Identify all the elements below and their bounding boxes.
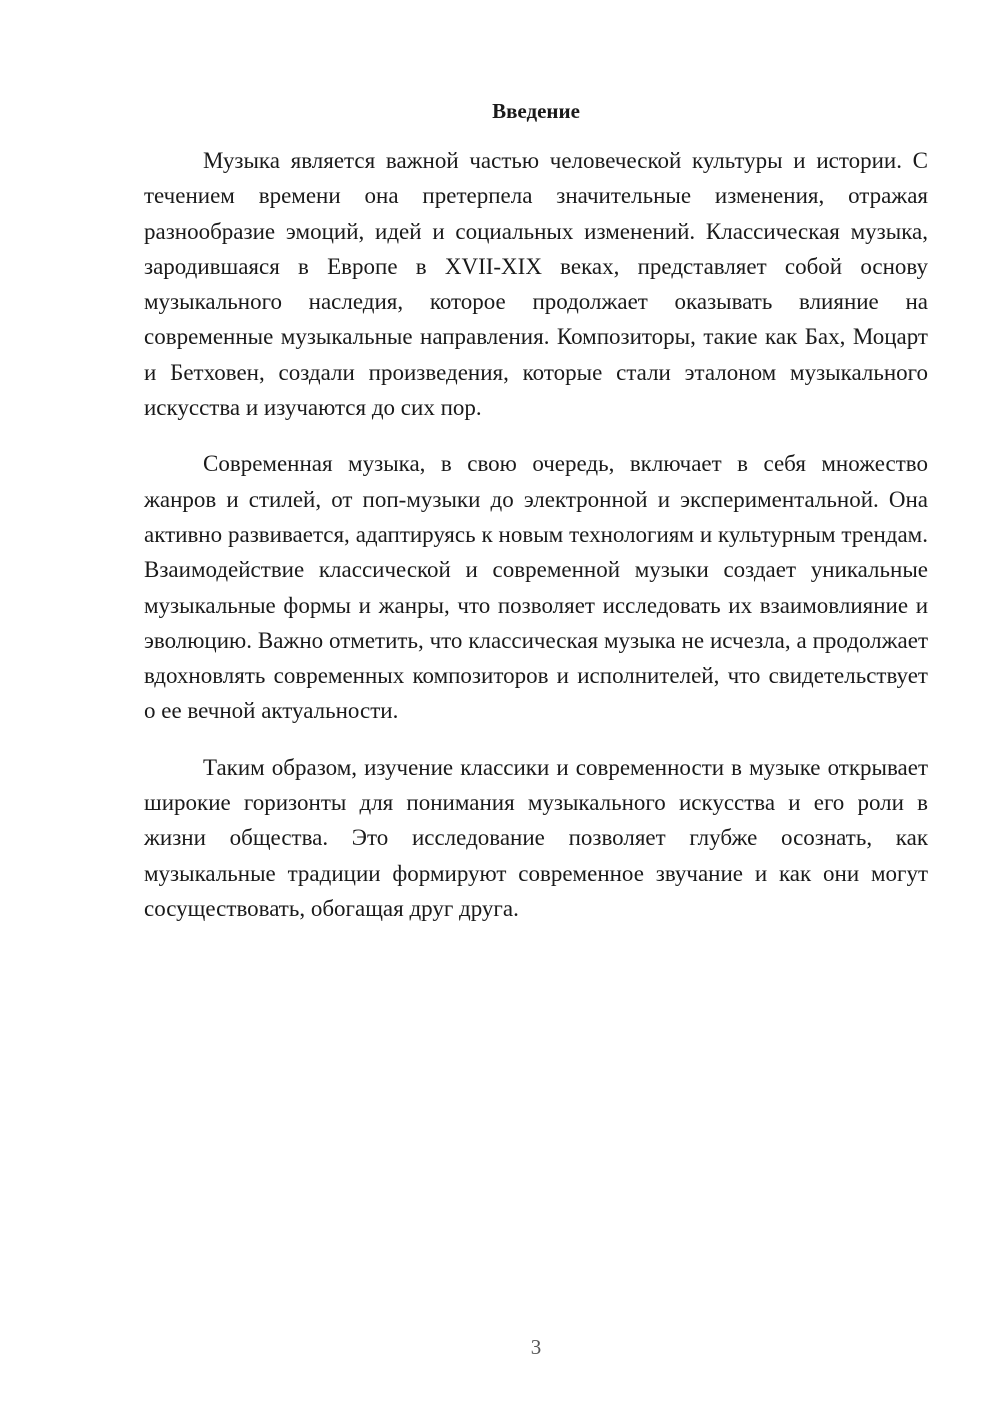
section-title: Введение (492, 99, 580, 123)
body-text (144, 143, 928, 947)
paragraph-3: Таким образом, изучение классики и современности в музыке открывает широкие горизонты для понимания музыкального искусства и его роли в жизни общества. Это исследование позволяет глубже осознать, как музыкальные традиции формируют современное звучание и как они могут сосуществовать, обогащая друг друга. (144, 754, 928, 921)
paragraph-1: Музыка является важной частью человеческой культуры и истории. С течением времени она претерпела значительные изменения, отражая разнообразие эмоций, идей и социальных изменений. Классическая музыка, зародившаяся в Европе в XVII-XIX веках, представляет собой основу музыкального наследия, которое продолжает оказывать влияние на современные музыкальные направления. Композиторы, такие как Бах, Моцарт и Бетховен, создали произведения, которые стали эталоном музыкального искусства и изучаются до сих пор. (144, 148, 928, 421)
page-number: 3 (530, 1335, 542, 1359)
paragraph-2: Современная музыка, в свою очередь, включает в себя множество жанров и стилей, от поп-музыки до электронной и экспериментальной. Она активно развивается, адаптируясь к новым технологиям и культурным трендам. Взаимодействие классической и современной музыки создает уникальные музыкальные формы и жанры, что позволяет исследовать их взаимовлияние и эволюцию. Важно отметить, что классическая музыка не исчезла, а продолжает вдохновлять современных композиторов и исполнителей, что свидетельствует о ее вечной актуальности. (144, 451, 928, 724)
